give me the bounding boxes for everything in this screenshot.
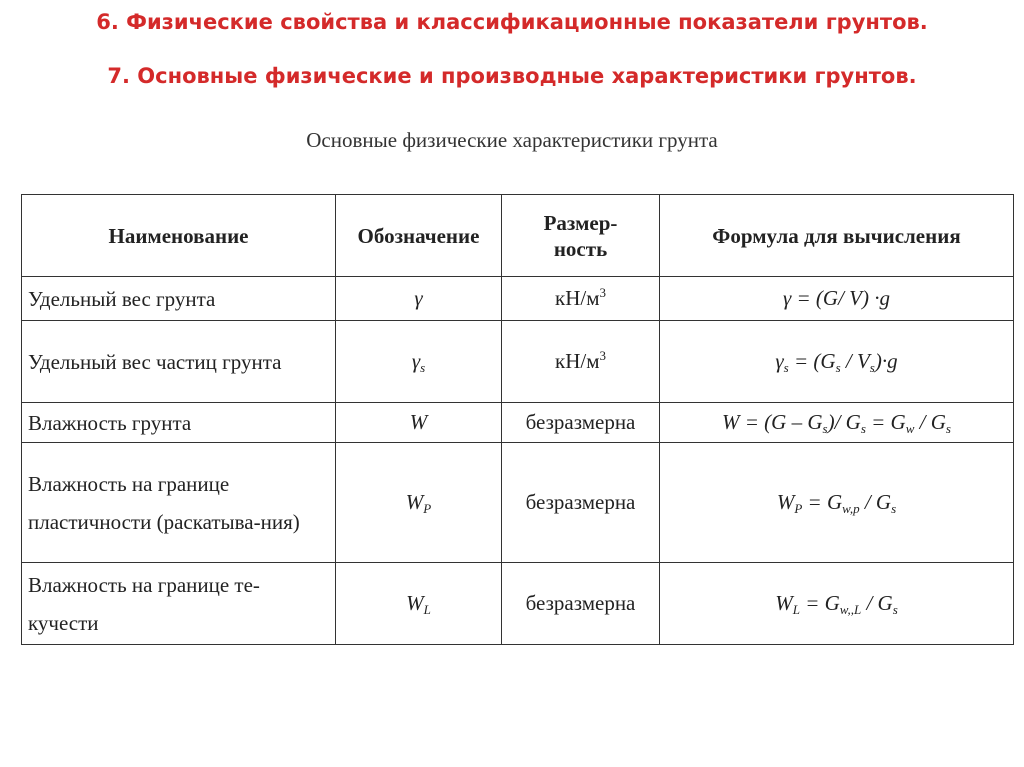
slide-heading-2: 7. Основные физические и производные характеристики грунтов. bbox=[107, 64, 917, 88]
formula-part: / G bbox=[859, 490, 892, 514]
formula-subscript: w,,L bbox=[839, 602, 862, 617]
row-name: Влажность на границе пластичности (раскатыва-ния) bbox=[22, 443, 336, 563]
row-unit: безразмерна bbox=[502, 563, 660, 645]
row-name: Влажность грунта bbox=[22, 403, 336, 443]
header-dimension-line1: Размер- bbox=[543, 210, 618, 235]
formula-subscript: w bbox=[905, 421, 915, 436]
soil-properties-table bbox=[21, 194, 1014, 645]
formula-subscript: L bbox=[792, 602, 800, 617]
formula-part: W bbox=[775, 591, 793, 615]
row-symbol bbox=[336, 443, 502, 563]
formula-part: / G bbox=[914, 410, 946, 434]
symbol-text: W bbox=[406, 591, 424, 615]
formula-part: = G bbox=[802, 490, 843, 514]
symbol-subscript: L bbox=[423, 602, 431, 617]
formula-part: / G bbox=[861, 591, 893, 615]
formula-subscript: w,p bbox=[842, 501, 860, 516]
table-row bbox=[22, 321, 1014, 403]
formula-subscript: s bbox=[869, 360, 875, 375]
header-dimension bbox=[502, 195, 660, 277]
symbol-subscript: P bbox=[423, 501, 432, 516]
table-caption: Основные физические характеристики грунта bbox=[306, 128, 718, 152]
table-row bbox=[22, 563, 1014, 645]
formula-part: W = (G – G bbox=[722, 410, 823, 434]
row-symbol bbox=[336, 403, 502, 443]
formula-part: = G bbox=[865, 410, 906, 434]
row-symbol bbox=[336, 321, 502, 403]
symbol-text: W bbox=[405, 490, 424, 514]
row-symbol bbox=[336, 277, 502, 321]
symbol-subscript: s bbox=[420, 360, 426, 375]
formula-subscript: s bbox=[835, 360, 841, 375]
formula-part: = G bbox=[799, 591, 840, 615]
row-formula bbox=[660, 321, 1014, 403]
row-symbol bbox=[336, 563, 502, 645]
header-name: Наименование bbox=[22, 195, 336, 277]
table-header-row bbox=[22, 195, 1014, 277]
row-unit bbox=[502, 321, 660, 403]
unit-text: кН/м bbox=[555, 286, 600, 310]
row-unit bbox=[502, 277, 660, 321]
formula-subscript: s bbox=[891, 501, 897, 516]
row-unit: безразмерна bbox=[502, 403, 660, 443]
symbol-text: W bbox=[409, 410, 428, 434]
unit-exponent: 3 bbox=[599, 348, 606, 363]
table-row bbox=[22, 277, 1014, 321]
formula-subscript: s bbox=[860, 421, 866, 436]
row-formula: γ = (G/ V) ·g bbox=[660, 277, 1014, 321]
header-symbol: Обозначение bbox=[336, 195, 502, 277]
formula-part: / V bbox=[840, 349, 870, 373]
formula-subscript: s bbox=[892, 602, 898, 617]
row-formula bbox=[660, 443, 1014, 563]
table-row bbox=[22, 403, 1014, 443]
formula-subscript: s bbox=[783, 360, 789, 375]
row-name: Удельный вес частиц грунта bbox=[22, 321, 336, 403]
formula-part: γ bbox=[775, 349, 784, 373]
row-unit: безразмерна bbox=[502, 443, 660, 563]
symbol-text: γ bbox=[414, 286, 423, 310]
header-dimension-line2: ность bbox=[553, 236, 608, 261]
formula-part: )·g bbox=[874, 349, 898, 373]
formula-subscript: s bbox=[945, 421, 951, 436]
slide-heading-1: 6. Физические свойства и классификационные показатели грунтов. bbox=[96, 10, 928, 34]
unit-text: кН/м bbox=[555, 349, 600, 373]
table-row bbox=[22, 443, 1014, 563]
formula-part: W bbox=[776, 490, 795, 514]
formula-part: )/ G bbox=[827, 410, 861, 434]
formula-subscript: P bbox=[794, 501, 803, 516]
row-name: Влажность на границе те-кучести bbox=[22, 563, 336, 645]
row-name: Удельный вес грунта bbox=[22, 277, 336, 321]
unit-exponent: 3 bbox=[599, 285, 606, 300]
header-formula: Формула для вычисления bbox=[660, 195, 1014, 277]
row-formula bbox=[660, 563, 1014, 645]
formula-subscript: s bbox=[822, 421, 828, 436]
formula-part: = (G bbox=[788, 349, 836, 373]
row-formula bbox=[660, 403, 1014, 443]
symbol-text: γ bbox=[411, 349, 421, 373]
